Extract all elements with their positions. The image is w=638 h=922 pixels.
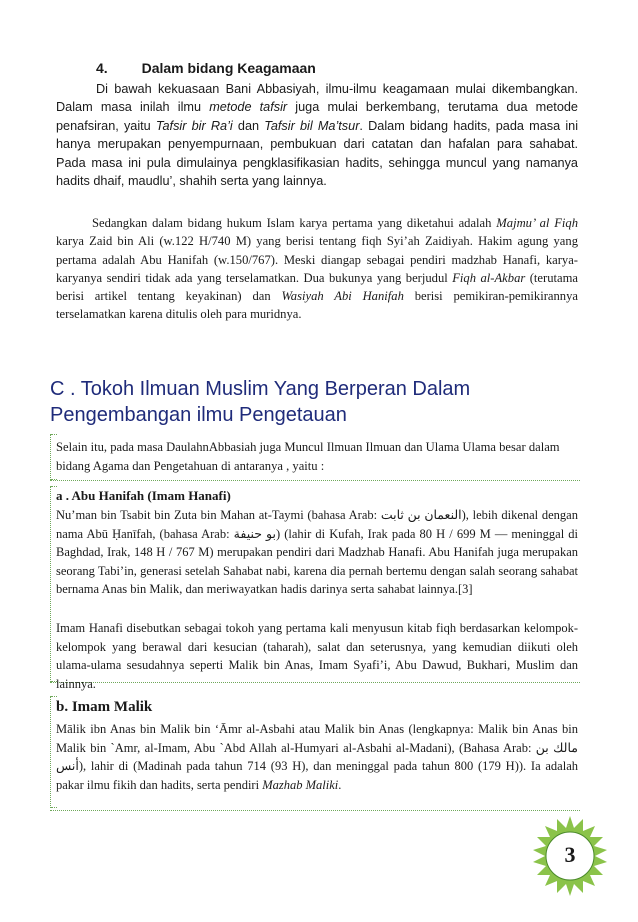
intro-bracket <box>50 434 51 480</box>
section-b-bracket <box>50 696 51 808</box>
section-4-paragraph-1: Di bawah kekuasaan Bani Abbasiyah, ilmu-ilmu keagamaan mulai dikembangkan. Dalam masa inilah ilmu metode tafsir juga mulai berkembang, terutama dua metode penafsiran, yaitu Tafsir bir Ra’i dan Tafsir bil Ma’tsur. Dalam bidang hadits, pada masa ini hanya merupakan penyempurnaan, pembukuan dari catatan dan hafalan para sahabat. Pada masa ini pula dimulainya pengklasifikasian hadits, sehingga muncul yang namanya hadits dhaif, maudlu’, shahih serta yang lainnya. <box>56 82 579 189</box>
section-b-paragraph: Mālik ibn Anas bin Malik bin ‘Āmr al-Asbahi atau Malik bin Anas (lengkapnya: Malik bin Anas bin Malik bin `Amr, al-Imam, Abu `Abd Allah al-Humyari al-Asbahi al-Madani), (Bahasa Arab: مالك بن أنس), lahir di (Madinah pada tahun 714 (93 H), dan meninggal pada tahun 800 (179 H)). Ia adalah pakar ilmu fikih dan hadits, serta pendiri Mazhab Maliki. <box>56 722 578 792</box>
section-c-heading: C . Tokoh Ilmuan Muslim Yang Berperan Dalam Pengembangan ilmu Pengetauan <box>50 378 471 426</box>
page-number-badge <box>528 814 612 898</box>
section-4-paragraph-2: Sedangkan dalam bidang hukum Islam karya pertama yang diketahui adalah Majmu’ al Fiqh karya Zaid bin Ali (w.122 H/740 M) yang berisi tentang fiqh Syi’ah Zaidiyah. Hakim agung yang pertama adalah Abu Hanifah (w.150/767). Meski diangap sebagai pendiri madzhab Hanafi, karya-karyanya sendiri tidak ada yang terselamatkan. Dua bukunya yang berjudul Fiqh al-Akbar (terutama berisi artikel tentang keyakinan) dan Wasiyah Abi Hanifah berisi pemikiran-pemikirannya terselamatkan karena ditulis oleh para muridnya. <box>56 216 578 322</box>
divider-line <box>50 480 580 481</box>
section-b-title: b. Imam Malik <box>56 699 153 715</box>
divider-line <box>50 810 580 811</box>
section-a-paragraph-1: Nu’man bin Tsabit bin Zuta bin Mahan at-Taymi (bahasa Arab: النعمان بن ثابت), lebih dikenal dengan nama Abū Ḥanīfah, (bahasa Arab: بو حنيفة) (lahir di Kufah, Irak pada 80 H / 699 M — meninggal di Baghdad, Irak, 148 H / 767 M) merupakan pendiri dari Madzhab Hanafi. Abu Hanifah juga merupakan seorang Tabi’in, generasi setelah Sahabat nabi, karena dia pernah bertemu dengan salah seorang sahabat bernama Anas bin Malik, dan meriwayatkan hadis darinya serta sahabat lainnya.[3] <box>56 508 579 596</box>
section-a-bracket <box>50 486 51 682</box>
section-c-intro: Selain itu, pada masa DaulahnAbbasiah juga Muncul Ilmuan Ilmuan dan Ulama Ulama besar dalam bidang Agama dan Pengetahuan di antaranya , yaitu : <box>56 440 560 473</box>
section-4-heading <box>96 60 316 76</box>
page-number: 3 <box>564 842 576 867</box>
section-a-title: a . Abu Hanifah (Imam Hanafi) <box>56 488 231 503</box>
section-a-paragraph-2: Imam Hanafi disebutkan sebagai tokoh yang pertama kali menyusun kitab fiqh berdasarkan kelompok-kelompok yang berawal dari kesucian (taharah), salat dan seterusnya, yang kemudian diikuti oleh ulama-ulama sesudahnya seperti Malik bin Anas, Imam Syafi’i, Abu Dawud, Bukhari, Muslim dan lainnya. <box>56 621 578 691</box>
section-title: Dalam bidang Keagamaan <box>141 60 316 76</box>
section-number: 4. <box>96 60 108 76</box>
